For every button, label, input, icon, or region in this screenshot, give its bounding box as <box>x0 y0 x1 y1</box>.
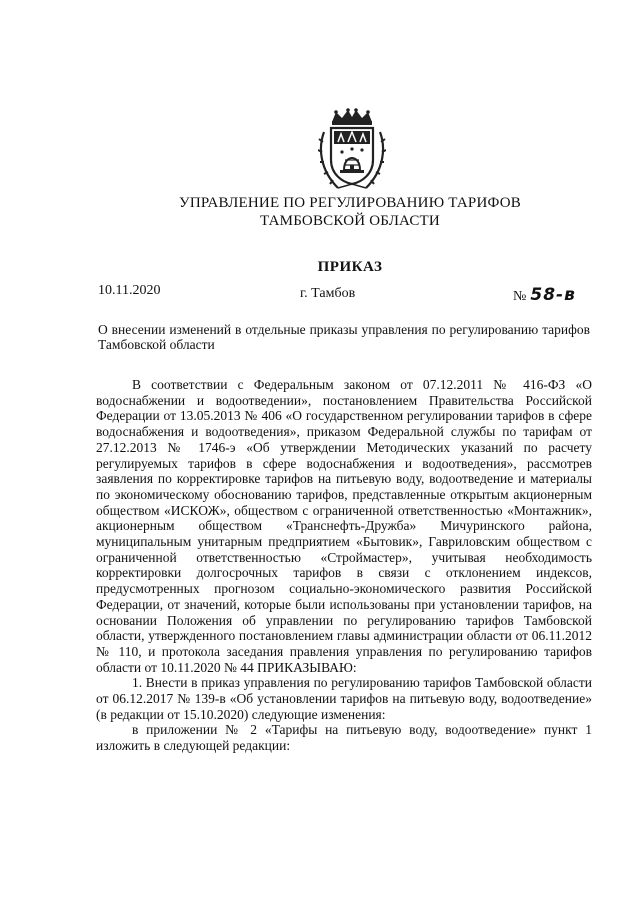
document-city: г. Тамбов <box>300 286 356 301</box>
number-value: 58-в <box>530 285 576 305</box>
organization-name-line2: ТАМБОВСКОЙ ОБЛАСТИ <box>260 213 440 229</box>
number-sign: № <box>513 289 527 304</box>
document-number <box>513 285 576 305</box>
document-subject: О внесении изменений в отдельные приказы управления по регулированию тарифов Тамбовской области <box>98 322 590 352</box>
document-date: 10.11.2020 <box>98 283 161 298</box>
document-body <box>96 377 592 754</box>
organization-name-line1: УПРАВЛЕНИЕ ПО РЕГУЛИРОВАНИЮ ТАРИФОВ <box>179 195 521 211</box>
document-type-title: ПРИКАЗ <box>317 259 383 275</box>
body-paragraph: В соответствии с Федеральным законом от 07.12.2011 № 416-ФЗ «О водоснабжении и водоотведении», постановлением Правительства Российской Федерации от 13.05.2013 № 406 «О государственном регулировании тарифов в сфере водоснабжения и водоотведения», приказом Федеральной службы по тарифам от 27.12.2013 № 1746-э «Об утверждении Методических указаний по расчету регулируемых тарифов в сфере водоснабжения и водоотведения», рассмотрев заявления по корректировке тарифов на питьевую воду, водоотведение и материалы по экономическому обоснованию тарифов, представленные открытым акционерным обществом «ИСКОЖ», обществом с ограниченной ответственностью «Монтажник», акционерным обществом «Транснефть-Дружба» Мичуринского района, муниципальным унитарным предприятием «Бытовик», Гавриловским обществом с ограниченной ответственностью «Строймастер», учитывая необходимость корректировки долгосрочных тарифов в связи с отклонением индексов, предусмотренных прогнозом социально-экономического развития Российской Федерации, от значений, которые были использованы при установлении тарифов, на основании Положения об управлении по регулированию тарифов Тамбовской области, утвержденного постановлением главы администрации области от 06.11.2012 № 110, и протокола заседания правления управления по регулированию тарифов области от 10.11.2020 № 44 ПРИКАЗЫВАЮ: <box>96 377 592 675</box>
body-paragraph: 1. Внести в приказ управления по регулированию тарифов Тамбовской области от 06.12.2017 № 139-в «Об установлении тарифов на питьевую воду, водоотведение» (в редакции от 15.10.2020) следующие изменения: <box>96 675 592 722</box>
tambov-coat-of-arms-icon <box>318 108 386 192</box>
body-paragraph: в приложении № 2 «Тарифы на питьевую воду, водоотведение» пункт 1 изложить в следующей редакции: <box>96 722 592 754</box>
